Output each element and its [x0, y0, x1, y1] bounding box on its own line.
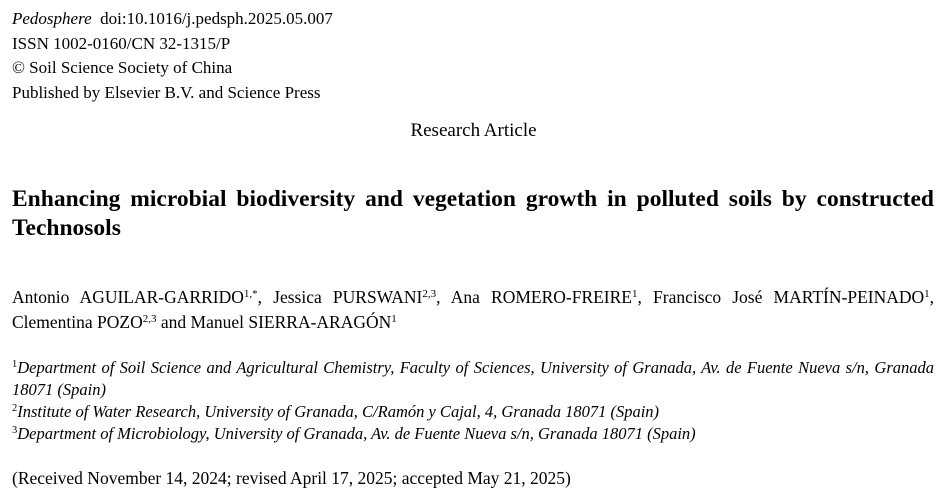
author: Ana ROMERO-FREIRE$^1$ [450, 287, 638, 307]
author: Clementina POZO$^{2,3}$ [12, 311, 157, 332]
copyright: © Soil Science Society of China [12, 58, 233, 77]
paper-title: Enhancing microbial biodiversity and vegetation growth in polluted soils by constructed Technosols [12, 186, 934, 241]
author: Francisco José MARTÍN-PEINADO$^1$ [653, 287, 930, 307]
author-list: Antonio AGUILAR-$GARRIDO^{1,*}$, Jessica PURSWANI$^{2,3}$, Ana ROMERO-FREIRE$^1$, Francisco José MARTÍN-PEINADO$^1$, Clementina POZO$^{2,3}$ and Manuel SIERRA-ARAGÓN$^1$ [12, 287, 935, 332]
publisher: Published by Elsevier B.V. and Science Press [12, 82, 321, 102]
received-dates: (Received November 14, 2024; revised April 17, 2025; accepted May 21, 2025) [12, 468, 571, 488]
author: Antonio AGUILAR-$GARRIDO^{1,*}$ [12, 287, 258, 307]
journal-doi-line [12, 7, 333, 32]
journal-name: Pedosphere [12, 9, 92, 28]
author: Manuel SIERRA-ARAGÓN$^1$ [190, 311, 397, 332]
affiliation: $^1$Department of Soil Science and Agricultural Chemistry, Faculty of Sciences, University of Granada, Av. de Fuente Nueva s/n, Granada 18071 (Spain) [12, 358, 934, 399]
affiliations [12, 357, 934, 445]
doi: doi:10.1016/j.pedsph.2025.05.007 [100, 9, 333, 28]
journal-header [12, 7, 333, 105]
article-type: Research Article [410, 120, 537, 141]
author: Jessica PURSWANI$^{2,3}$ [273, 287, 437, 307]
affiliation: $^2$Institute of Water Research, University of Granada, C/Ramón y Cajal, 4, Granada 18071 (Spain) [12, 402, 660, 421]
issn: ISSN 1002-0160/CN 32-1315/P [12, 33, 231, 53]
affiliation: $^3$Department of Microbiology, University of Granada, Av. de Fuente Nueva s/n, Granada 18071 (Spain) [12, 424, 696, 443]
